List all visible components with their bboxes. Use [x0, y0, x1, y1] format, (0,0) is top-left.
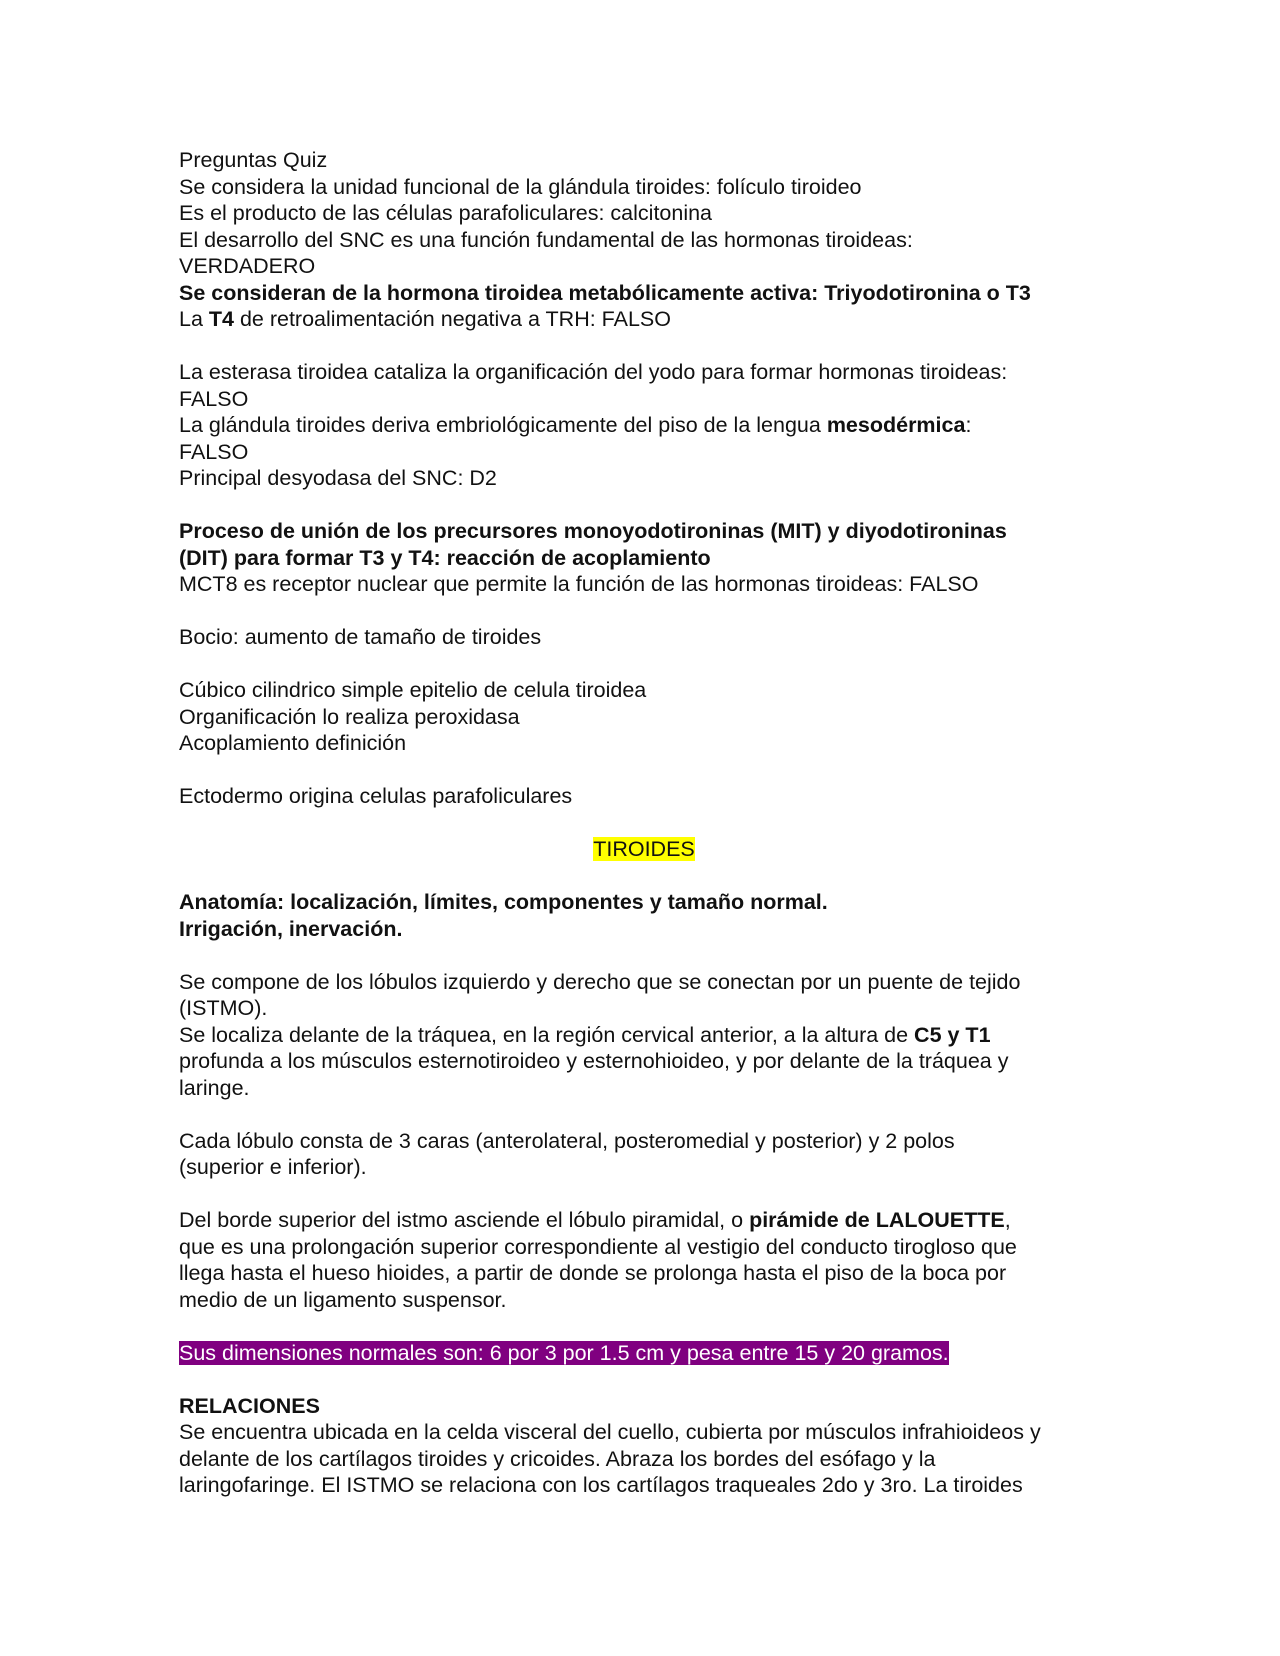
paragraph-line: medio de un ligamento suspensor.	[179, 1287, 507, 1312]
bold-run: C5 y T1	[914, 1022, 991, 1047]
paragraph-line: Se compone de los lóbulos izquierdo y derecho que se conectan por un puente de tejido	[179, 969, 1021, 994]
blank-line	[179, 333, 1109, 360]
paragraph-line: Se encuentra ubicada en la celda visceral del cuello, cubierta por músculos infrahioideos y	[179, 1420, 1041, 1444]
quiz-item: El desarrollo del SNC es una función fundamental de las hormonas tiroideas:	[179, 227, 913, 252]
blank-line	[179, 598, 1109, 625]
text-run: La glándula tiroides deriva embriológicamente del piso de la lengua	[179, 413, 827, 437]
blank-line	[179, 1366, 1109, 1393]
paragraph-line: Cada lóbulo consta de 3 caras (anterolateral, posteromedial y posterior) y 2 polos	[179, 1128, 955, 1153]
section-title-line	[179, 836, 1109, 863]
paragraph-line: que es una prolongación superior correspondiente al vestigio del conducto tirogloso que	[179, 1234, 1017, 1259]
quiz-item-bold-text: Se consideran de la hormona tiroidea metabólicamente activa: Triyodotironina o T3	[179, 280, 1031, 305]
dimensions-highlight: Sus dimensiones normales son: 6 por 3 por 1.5 cm y pesa entre 15 y 20 gramos.	[179, 1340, 949, 1365]
quiz-title: Preguntas Quiz	[179, 148, 328, 172]
section-heading	[179, 889, 1109, 916]
blank-line	[179, 1181, 1109, 1208]
quiz-answer: VERDADERO	[179, 254, 316, 278]
blank-line	[179, 942, 1109, 969]
section-heading-text: Anatomía: localización, límites, componentes y tamaño normal.	[179, 890, 828, 914]
bold-run: T4	[208, 307, 234, 331]
section-heading-text: Irrigación, inervación.	[179, 916, 403, 941]
quiz-item-bold-text: (DIT) para formar T3 y T4: reacción de acoplamiento	[179, 545, 711, 570]
quiz-answer: FALSO	[179, 386, 249, 411]
quiz-item-bold	[179, 280, 1109, 307]
document-page	[179, 147, 1109, 1499]
section-title: TIROIDES	[593, 837, 695, 861]
quiz-item	[179, 412, 1109, 439]
blank-line	[179, 863, 1109, 890]
text-run: de retroalimentación negativa a TRH: FALSO	[233, 307, 671, 331]
blank-line	[179, 810, 1109, 837]
quiz-item: MCT8 es receptor nuclear que permite la función de las hormonas tiroideas: FALSO	[179, 572, 979, 596]
quiz-item: Se considera la unidad funcional de la glándula tiroides: folículo tiroideo	[179, 174, 862, 199]
blank-line	[179, 651, 1109, 678]
paragraph-line: delante de los cartílagos tiroides y cricoides. Abraza los bordes del esófago y la	[179, 1446, 936, 1471]
quiz-item-bold-text: Proceso de unión de los precursores monoyodotironinas (MIT) y diyodotironinas	[179, 519, 1007, 543]
quiz-answer: FALSO	[179, 439, 249, 464]
quiz-item: Acoplamiento definición	[179, 731, 407, 755]
dimensions-line	[179, 1340, 1109, 1367]
quiz-item-bold	[179, 518, 1109, 545]
quiz-item-bold	[179, 545, 1109, 572]
blank-line	[179, 1101, 1109, 1128]
paragraph-line: llega hasta el hueso hioides, a partir de donde se prolonga hasta el piso de la boca por	[179, 1261, 1007, 1285]
paragraph-line	[179, 1207, 1109, 1234]
quiz-item: Cúbico cilindrico simple epitelio de celula tiroidea	[179, 678, 647, 702]
quiz-item: Organificación lo realiza peroxidasa	[179, 704, 520, 729]
text-run: ,	[1004, 1208, 1011, 1232]
text-run: La	[179, 307, 209, 331]
text-run: :	[965, 413, 972, 437]
text-run: Del borde superior del istmo asciende el lóbulo piramidal, o	[179, 1208, 750, 1232]
blank-line	[179, 757, 1109, 784]
bold-run: mesodérmica	[826, 413, 966, 437]
paragraph-line: laringofaringe. El ISTMO se relaciona con los cartílagos traqueales 2do y 3ro. La tiroides	[179, 1473, 1023, 1497]
text-run: Se localiza delante de la tráquea, en la región cervical anterior, a la altura de	[179, 1022, 915, 1047]
paragraph-line: profunda a los músculos esternotiroideo y esternohioideo, y por delante de la tráquea y	[179, 1049, 1009, 1073]
paragraph-line: (ISTMO).	[179, 996, 268, 1020]
quiz-item: Principal desyodasa del SNC: D2	[179, 466, 497, 490]
blank-line	[179, 1313, 1109, 1340]
paragraph-line: laringe.	[179, 1075, 250, 1100]
paragraph-line: (superior e inferior).	[179, 1155, 367, 1179]
quiz-item: Ectodermo origina celulas parafoliculares	[179, 784, 573, 808]
blank-line	[179, 492, 1109, 519]
quiz-item: Bocio: aumento de tamaño de tiroides	[179, 625, 542, 649]
section-heading	[179, 916, 1109, 943]
relaciones-heading	[179, 1393, 1109, 1420]
relaciones-heading-text: RELACIONES	[179, 1393, 320, 1418]
quiz-item: Es el producto de las células parafoliculares: calcitonina	[179, 201, 713, 225]
bold-run: pirámide de LALOUETTE	[749, 1208, 1005, 1232]
quiz-item	[179, 306, 1109, 333]
quiz-item: La esterasa tiroidea cataliza la organificación del yodo para formar hormonas tiroideas:	[179, 360, 1008, 384]
paragraph-line	[179, 1022, 1109, 1049]
